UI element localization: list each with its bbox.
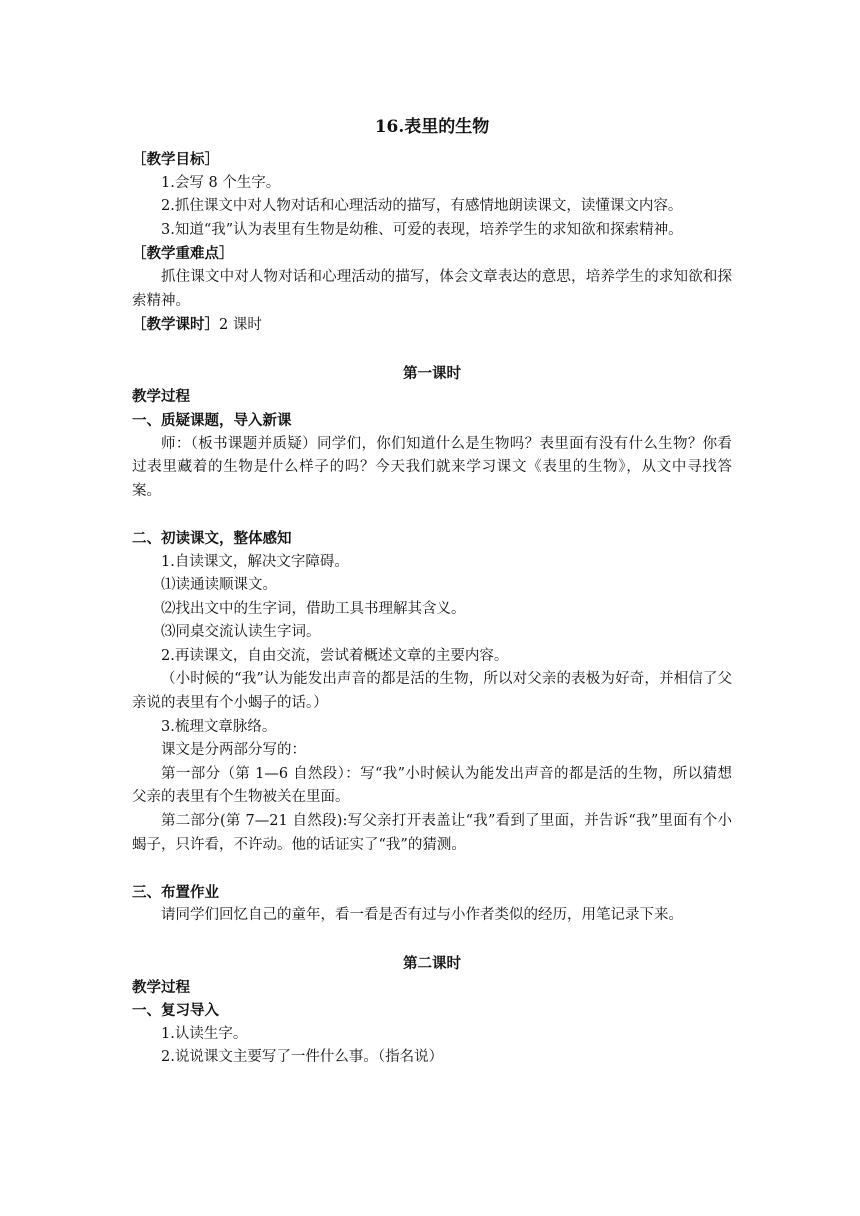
lesson1-step2-note: （小时候的“我”认为能发出声音的都是活的生物，所以对父亲的表极为好奇，并相信了父亲说的表里有个小蝎子的话。） [132, 671, 732, 712]
lesson1-part1-heading: 一、质疑课题，导入新课 [132, 411, 292, 429]
lesson1-part2-heading: 二、初读课文，整体感知 [132, 529, 292, 547]
objective-item: 1.会写 8 个生字。 [161, 174, 281, 191]
lesson1-step2: 2.再读课文，自由交流，尝试着概述文章的主要内容。 [161, 647, 509, 664]
objective-item: 2.抓住课文中对人物对话和心理活动的描写，有感情地朗读课文，读懂课文内容。 [161, 198, 683, 215]
spacer [132, 503, 732, 527]
lesson2-title: 第二课时 [403, 955, 461, 972]
lesson1-part3-text: 请同学们回忆自己的童年，看一看是否有过与小作者类似的经历，用笔记录下来。 [161, 907, 683, 924]
lesson1-part3-heading: 三、布置作业 [132, 883, 219, 901]
spacer [132, 857, 732, 881]
lesson1-sub2: ⑵找出文中的生字词，借助工具书理解其含义。 [161, 600, 466, 617]
lesson1-step1: 1.自读课文，解决文字障碍。 [161, 553, 349, 570]
lesson1-title: 第一课时 [403, 364, 461, 382]
lesson1-part1-text: 师：（板书课题并质疑）同学们，你们知道什么是生物吗？表里面有没有什么生物？你看过表里藏着的生物是什么样子的吗？今天我们就来学习课文《表里的生物》，从文中寻找答案。 [132, 435, 732, 499]
lesson2-part1-heading: 一、复习导入 [132, 1002, 219, 1020]
lesson1-part-b: 第二部分(第 7—21 自然段):写父亲打开表盖让“我”看到了里面，并告诉“我”里面有个小蝎子，只许看，不许动。他的话证实了“我”的猜测。 [132, 813, 732, 853]
lesson1-part-a: 第一部分（第 1—6 自然段）：写“我”小时候认为能发出声音的都是活的生物，所以猜想父亲的表里有个生物被关在里面。 [132, 765, 732, 806]
lesson1-sub3: ⑶同桌交流认读生字词。 [161, 624, 321, 641]
lesson1-sub1: ⑴读通读顺课文。 [161, 577, 277, 594]
document-page [132, 112, 732, 1070]
hours-heading: ［教学课时］ [132, 316, 219, 334]
lesson1-process-heading: 教学过程 [132, 388, 190, 406]
lesson2-item2: 2.说说课文主要写了一件什么事。（指名说） [161, 1049, 444, 1066]
hours-line [132, 313, 732, 338]
document-title: 16.表里的生物 [374, 117, 490, 137]
lesson1-step3: 3.梳理文章脉络。 [161, 718, 277, 735]
objective-item: 3.知道“我”认为表里有生物是幼稚、可爱的表现，培养学生的求知欲和探索精神。 [161, 221, 683, 238]
key-points-text: 抓住课文中对人物对话和心理活动的描写，体会文章表达的意思，培养学生的求知欲和探索精神。 [132, 268, 732, 309]
lesson2-item1: 1.认读生字。 [161, 1025, 248, 1042]
lesson2-process-heading: 教学过程 [132, 978, 190, 996]
objectives-heading: ［教学目标］ [132, 151, 219, 168]
hours-value: 2 课时 [219, 317, 262, 334]
lesson1-step3-intro: 课文是分两部分写的： [161, 742, 306, 759]
key-points-heading: ［教学重难点］ [132, 245, 234, 263]
